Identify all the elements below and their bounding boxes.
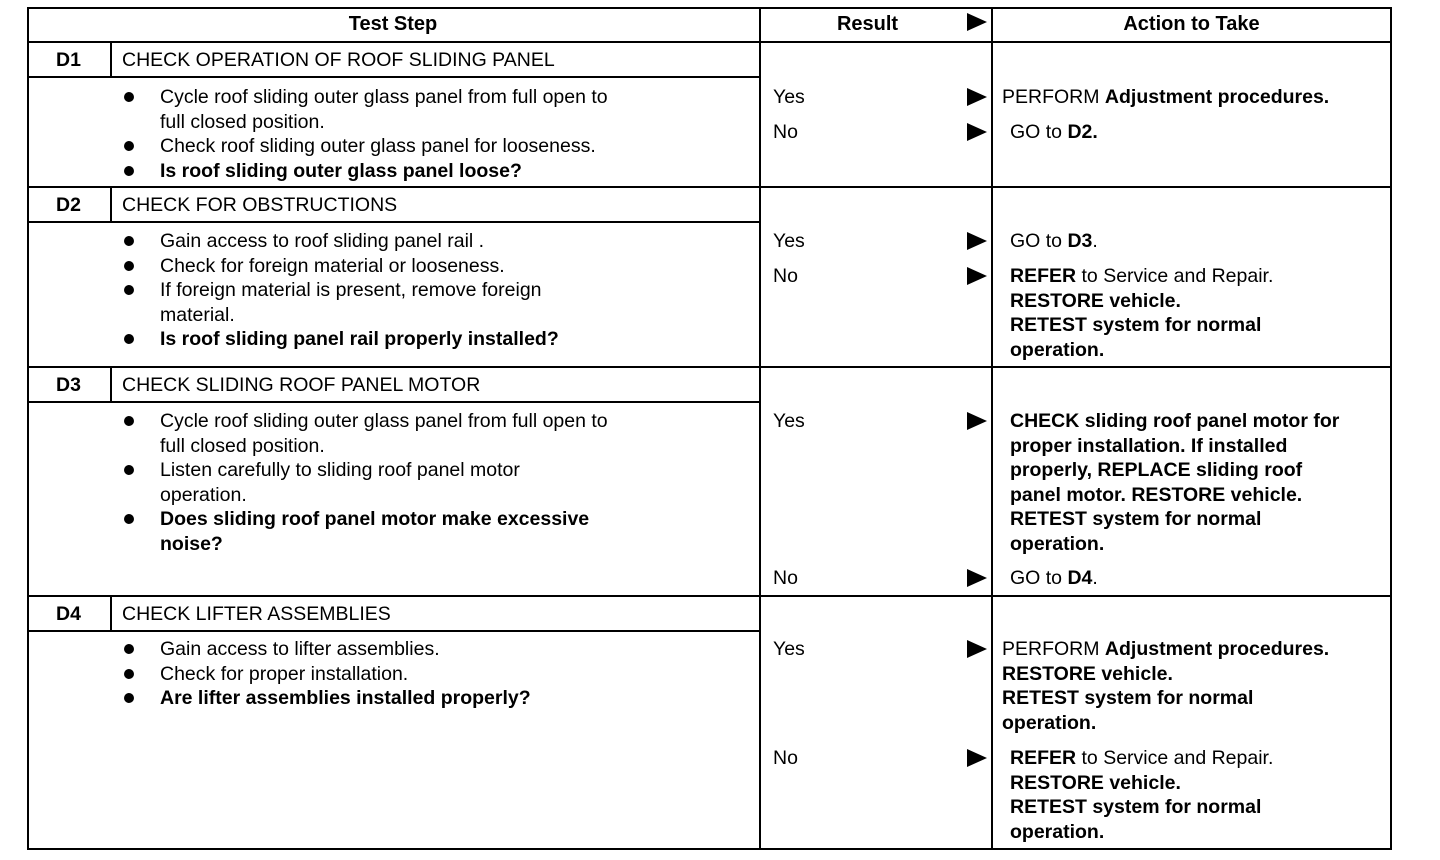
action-line [1010, 289, 1181, 314]
bullet-icon [124, 92, 134, 102]
step-question: Are lifter assemblies installed properly? [160, 687, 531, 709]
action-line [1010, 338, 1104, 363]
arrow-right-icon [966, 639, 988, 659]
arrow-right-icon [966, 266, 988, 286]
table-bottom-border [27, 848, 1392, 850]
step-instruction: material. [160, 303, 235, 326]
action-text: PERFORM [1002, 86, 1105, 108]
action-text: GO to [1010, 121, 1068, 143]
action-text: GO to [1010, 567, 1068, 589]
step-instruction: Gain access to lifter assemblies. [160, 638, 440, 660]
action-line [1002, 85, 1329, 110]
step-instruction: Cycle roof sliding outer glass panel from full open to [160, 86, 608, 108]
step-question: noise? [160, 532, 223, 555]
action-line [1010, 264, 1273, 289]
action-column-rule [991, 7, 993, 849]
action-text: Adjustment procedures. [1104, 86, 1330, 108]
result-yes: Yes [773, 230, 805, 252]
action-text: RESTORE vehicle. [1002, 662, 1173, 685]
bullet-icon [124, 261, 134, 271]
action-text: RETEST system for normal [1010, 796, 1262, 818]
bullet-icon [124, 693, 134, 703]
action-text: operation. [1010, 338, 1105, 361]
header-result: Result [836, 13, 899, 35]
arrow-right-icon [966, 411, 988, 431]
action-line [1010, 566, 1098, 591]
bullet-icon [124, 166, 134, 176]
arrow-right-icon [966, 231, 988, 251]
action-line [1010, 795, 1261, 820]
step-id: D1 [56, 49, 81, 71]
step-instruction: operation. [160, 483, 247, 506]
action-text: operation. [1002, 711, 1097, 734]
bullet-icon [124, 416, 134, 426]
bullet-icon [124, 285, 134, 295]
table-top-border [27, 7, 1392, 9]
action-text: RESTORE vehicle. [1010, 771, 1181, 794]
step-instruction: Gain access to roof sliding panel rail . [160, 230, 485, 252]
step-title: CHECK SLIDING ROOF PANEL MOTOR [122, 374, 481, 396]
action-text: panel motor. RESTORE vehicle. [1010, 483, 1303, 506]
step-title: CHECK FOR OBSTRUCTIONS [122, 194, 398, 216]
table-right-border [1390, 7, 1392, 849]
action-text: RESTORE vehicle. [1010, 289, 1181, 312]
step-question: Is roof sliding outer glass panel loose? [160, 159, 522, 182]
title-rule [27, 630, 759, 632]
bullet-icon [124, 236, 134, 246]
action-line [1002, 637, 1329, 662]
action-text: CHECK sliding roof panel motor for [1010, 410, 1340, 432]
step-question: Is roof sliding panel rail properly installed? [160, 328, 559, 350]
action-line [1010, 820, 1104, 845]
action-text: PERFORM [1002, 638, 1105, 660]
action-text: REFER [1010, 265, 1077, 287]
action-text: RETEST system for normal [1002, 687, 1254, 709]
title-rule [27, 76, 759, 78]
step-instruction: Cycle roof sliding outer glass panel from full open to [160, 410, 608, 432]
step-id: D4 [56, 603, 81, 625]
action-text: properly, REPLACE sliding roof [1010, 459, 1303, 481]
step-instruction: If foreign material is present, remove foreign [160, 279, 542, 301]
action-text: REFER [1010, 747, 1077, 769]
action-text: D4 [1067, 567, 1093, 589]
action-text: D3 [1067, 230, 1093, 252]
step-instruction: Check for proper installation. [160, 662, 409, 685]
bullet-icon [124, 644, 134, 654]
step-id-rule [110, 41, 112, 77]
step-instruction: Listen carefully to sliding roof panel motor [160, 459, 520, 481]
header-arrow-icon [966, 12, 988, 32]
action-text: RETEST system for normal [1010, 314, 1262, 336]
action-line [1002, 686, 1253, 711]
result-no: No [773, 747, 798, 769]
result-yes: Yes [773, 410, 805, 432]
bullet-icon [124, 669, 134, 679]
step-title: CHECK OPERATION OF ROOF SLIDING PANEL [122, 49, 555, 71]
row-separator [27, 366, 1392, 368]
step-instruction: Check for foreign material or looseness. [160, 254, 505, 277]
action-text: to Service and Repair. [1076, 265, 1274, 287]
action-line [1010, 507, 1261, 532]
header-action: Action to Take [1123, 13, 1260, 35]
row-separator [27, 186, 1392, 188]
step-id-rule [110, 595, 112, 631]
result-yes: Yes [773, 638, 805, 660]
result-no: No [773, 567, 798, 589]
title-rule [27, 401, 759, 403]
header-test-step: Test Step [348, 13, 438, 35]
action-text: D2. [1067, 121, 1098, 143]
step-id-rule [110, 186, 112, 222]
step-instruction: Check roof sliding outer glass panel for looseness. [160, 135, 596, 157]
action-text: . [1092, 230, 1098, 252]
arrow-right-icon [966, 568, 988, 588]
action-text: to Service and Repair. [1076, 747, 1274, 769]
result-yes: Yes [773, 86, 805, 108]
action-text: . [1092, 567, 1098, 589]
result-column-rule [759, 7, 761, 849]
action-text: proper installation. If installed [1010, 434, 1288, 457]
title-rule [27, 221, 759, 223]
action-line [1010, 313, 1261, 338]
arrow-right-icon [966, 87, 988, 107]
table-left-border [27, 7, 29, 849]
step-instruction: full closed position. [160, 110, 325, 133]
bullet-icon [124, 514, 134, 524]
action-line [1010, 458, 1302, 483]
action-text: operation. [1010, 532, 1105, 555]
action-line [1010, 771, 1181, 796]
step-title: CHECK LIFTER ASSEMBLIES [122, 603, 391, 625]
action-line [1002, 711, 1096, 736]
action-line [1010, 229, 1098, 254]
result-no: No [773, 265, 798, 287]
step-question: Does sliding roof panel motor make excessive [160, 508, 590, 530]
bullet-icon [124, 334, 134, 344]
action-line [1010, 409, 1339, 434]
action-text: operation. [1010, 820, 1105, 843]
bullet-icon [124, 465, 134, 475]
action-text: GO to [1010, 230, 1068, 252]
action-line [1010, 120, 1098, 145]
step-instruction: full closed position. [160, 434, 325, 457]
bullet-icon [124, 141, 134, 151]
action-line [1010, 746, 1273, 771]
action-line [1010, 483, 1302, 508]
step-id-rule [110, 366, 112, 402]
result-no: No [773, 121, 798, 143]
arrow-right-icon [966, 122, 988, 142]
row-separator [27, 595, 1392, 597]
step-id: D2 [56, 194, 81, 216]
action-line [1010, 532, 1104, 557]
action-text: RETEST system for normal [1010, 508, 1262, 530]
action-line [1002, 662, 1173, 687]
header-rule [27, 41, 1392, 43]
step-id: D3 [56, 374, 81, 396]
action-text: Adjustment procedures. [1104, 638, 1330, 660]
action-line [1010, 434, 1287, 459]
arrow-right-icon [966, 748, 988, 768]
